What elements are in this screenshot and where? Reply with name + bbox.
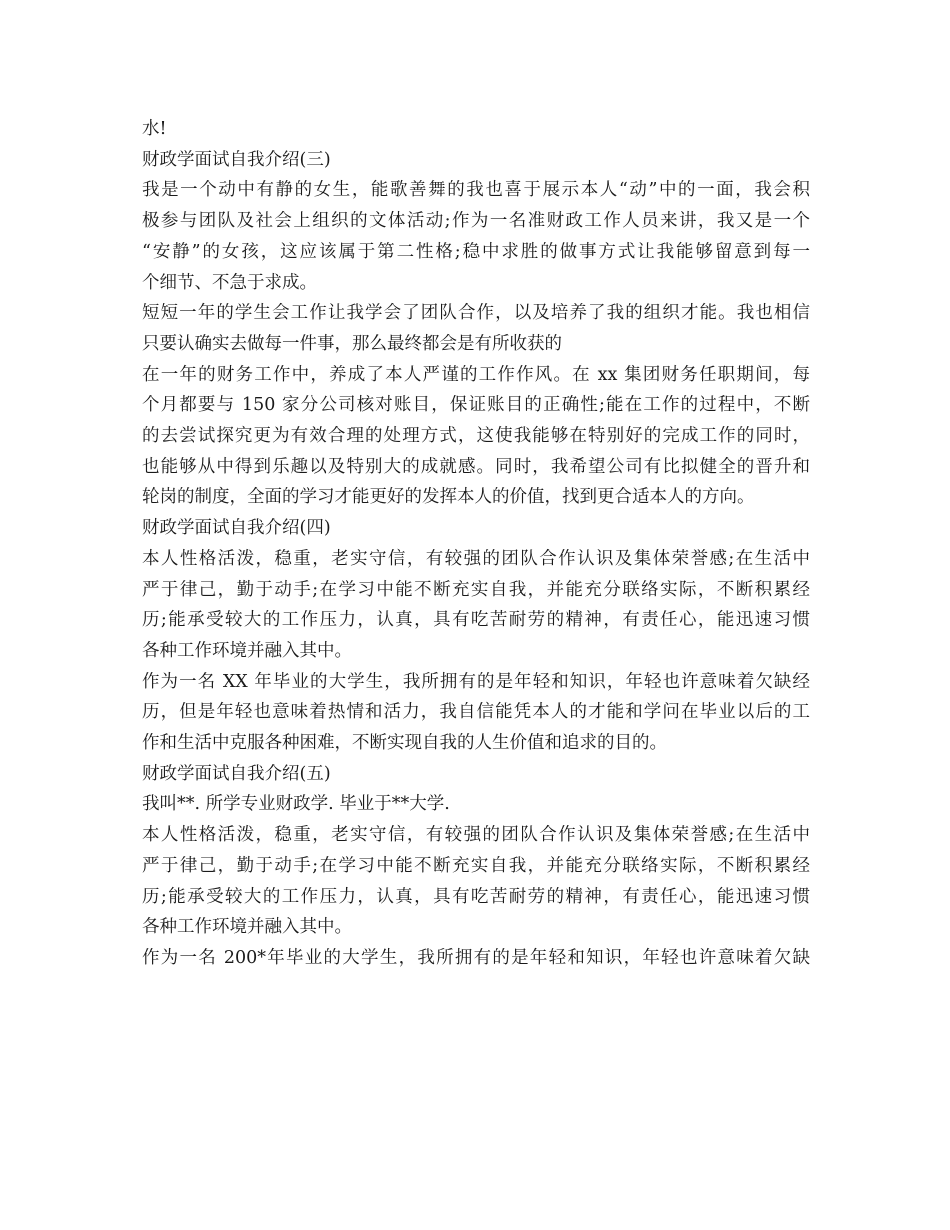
paragraph-line: 历，但是年轻也意味着热情和活力，我自信能凭本人的才能和学问在毕业以后的工 [142, 702, 810, 723]
paragraph-line: 严于律己，勤于动手;在学习中能不断充实自我，并能充分联络实际，不断积累经 [142, 579, 810, 600]
paragraph-line: 本人性格活泼，稳重，老实守信，有较强的团队合作认识及集体荣誉感;在生活中 [142, 825, 810, 846]
paragraph-line: 只要认确实去做每一件事，那么最终都会是有所收获的 [142, 333, 562, 354]
paragraph-line: 个月都要与 150 家分公司核对账目，保证账目的正确性;能在工作的过程中，不断 [142, 395, 810, 416]
paragraph-line: 个细节、不急于求成。 [142, 272, 317, 293]
section-heading: 财政学面试自我介绍(五) [142, 763, 331, 784]
paragraph-line: 轮岗的制度，全面的学习才能更好的发挥本人的价值，找到更合适本人的方向。 [142, 487, 755, 508]
paragraph-line: 历;能承受较大的工作压力，认真，具有吃苦耐劳的精神，有责任心，能迅速习惯 [142, 610, 810, 631]
paragraph-line: 作为一名 XX 年毕业的大学生，我所拥有的是年轻和知识，年轻也许意味着欠缺经 [142, 671, 810, 692]
paragraph-line: 极参与团队及社会上组织的文体活动;作为一名准财政工作人员来讲，我又是一个 [142, 211, 810, 232]
paragraph-line: 我是一个动中有静的女生，能歌善舞的我也喜于展示本人“动”中的一面，我会积 [142, 180, 810, 201]
paragraph-line: 作和生活中克服各种困难，不断实现自我的人生价值和追求的目的。 [142, 733, 667, 754]
paragraph-line: 我叫**. 所学专业财政学. 毕业于**大学. [142, 794, 450, 815]
section-heading: 财政学面试自我介绍(四) [142, 518, 331, 539]
paragraph-line: “安静”的女孩，这应该属于第二性格;稳中求胜的做事方式让我能够留意到每一 [142, 241, 810, 262]
paragraph-line: 作为一名 200*年毕业的大学生，我所拥有的是年轻和知识，年轻也许意味着欠缺 [142, 947, 810, 968]
paragraph-line: 严于律己，勤于动手;在学习中能不断充实自我，并能充分联络实际，不断积累经 [142, 855, 810, 876]
paragraph-line: 在一年的财务工作中，养成了本人严谨的工作作风。在 xx 集团财务任职期间，每 [142, 364, 810, 385]
paragraph-line: 也能够从中得到乐趣以及特别大的成就感。同时，我希望公司有比拟健全的晋升和 [142, 456, 810, 477]
paragraph-line: 水! [142, 119, 167, 139]
paragraph-line: 短短一年的学生会工作让我学会了团队合作，以及培养了我的组织才能。我也相信 [142, 303, 810, 324]
paragraph-line: 的去尝试探究更为有效合理的处理方式，这使我能够在特别好的完成工作的同时， [142, 426, 810, 447]
paragraph-line: 各种工作环境并融入其中。 [142, 917, 352, 938]
paragraph-line: 历;能承受较大的工作压力，认真，具有吃苦耐劳的精神，有责任心，能迅速习惯 [142, 886, 810, 907]
document-body [142, 114, 810, 974]
paragraph-line: 本人性格活泼，稳重，老实守信，有较强的团队合作认识及集体荣誉感;在生活中 [142, 548, 810, 569]
section-heading: 财政学面试自我介绍(三) [142, 149, 331, 170]
paragraph-line: 各种工作环境并融入其中。 [142, 640, 352, 661]
